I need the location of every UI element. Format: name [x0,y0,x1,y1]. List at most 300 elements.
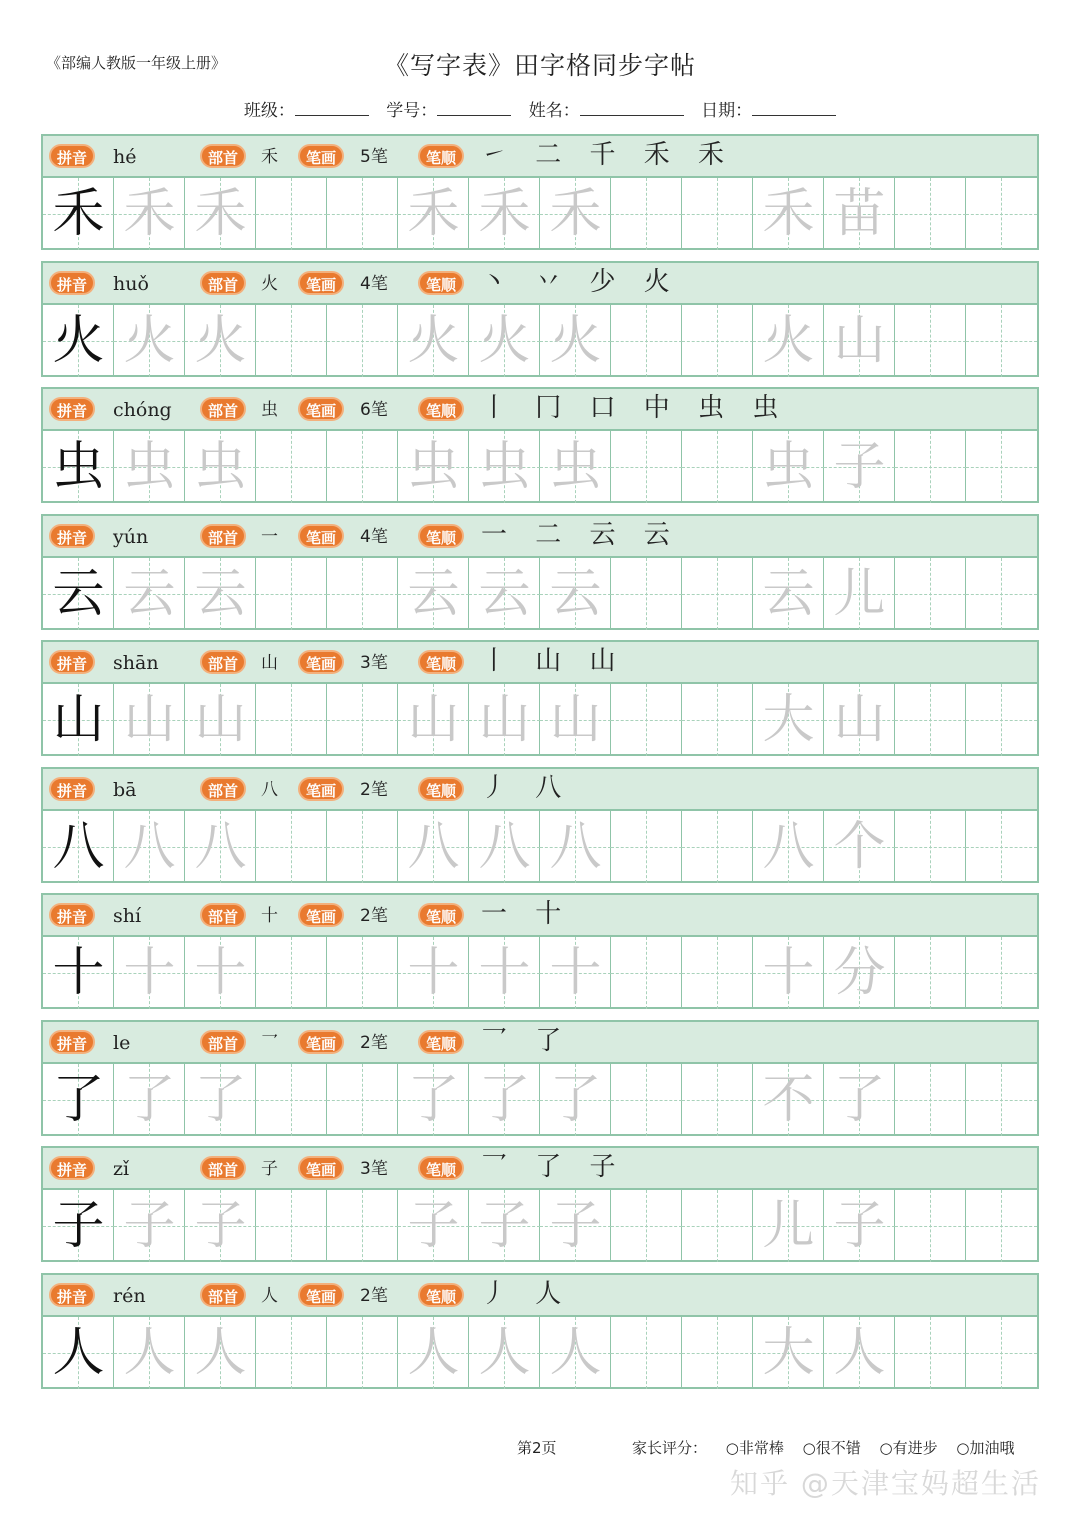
student-number-blank[interactable] [437,102,511,116]
trace-character: 火 [549,311,602,371]
trace-character: 八 [123,817,176,877]
tianzige-cell[interactable] [469,937,540,1009]
trace-character: 虫 [123,437,176,497]
tianzige-cell[interactable] [114,1064,185,1136]
tianzige-cell[interactable] [824,684,895,756]
tianzige-cell[interactable] [966,305,1037,377]
character-row [41,134,1039,250]
tianzige-cell[interactable] [469,305,540,377]
stroke-count-value: 2笔 [360,780,388,800]
pinyin-value: chóng [113,399,172,421]
name-blank[interactable] [580,102,684,116]
date-label: 日期： [701,101,753,121]
tianzige-cell[interactable] [185,684,256,756]
tianzige-cell[interactable] [966,178,1037,250]
tianzige-cell[interactable] [753,1190,824,1262]
row-header [43,1148,1037,1190]
tianzige-cell[interactable] [256,1064,327,1136]
trace-character: 云 [478,564,531,624]
tianzige-cell[interactable] [43,1317,114,1389]
row-header [43,1275,1037,1317]
trace-character: 苗 [833,184,886,244]
tianzige-cell[interactable] [327,811,398,883]
tianzige-cell[interactable] [398,1064,469,1136]
class-blank[interactable] [295,102,369,116]
tianzige-cell[interactable] [43,1064,114,1136]
radical-value: 山 [261,653,278,673]
tianzige-cell[interactable] [398,1317,469,1389]
tianzige-cell[interactable] [966,1317,1037,1389]
tianzige-cell[interactable] [824,305,895,377]
radical-tag: 部首 [200,397,246,421]
character-row [41,387,1039,503]
trace-character: 山 [194,690,247,750]
character-row [41,1146,1039,1262]
trace-character: 人 [549,1323,602,1383]
tianzige-cell[interactable] [469,1190,540,1262]
trace-character: 了 [407,1070,460,1130]
tianzige-cell[interactable] [327,937,398,1009]
tianzige-cell[interactable] [611,684,682,756]
tianzige-cell[interactable] [185,1190,256,1262]
tianzige-cell[interactable] [966,684,1037,756]
trace-character: 虫 [478,437,531,497]
tianzige-cell[interactable] [469,811,540,883]
tianzige-cell[interactable] [611,1317,682,1389]
trace-character: 十 [123,943,176,1003]
pinyin-value: shān [113,652,159,674]
tianzige-cell[interactable] [398,431,469,503]
tianzige-cell[interactable] [185,937,256,1009]
trace-character: 子 [407,1196,460,1256]
model-character: 云 [52,564,105,624]
radical-value: 人 [261,1286,278,1306]
tianzige-cell[interactable] [824,811,895,883]
pinyin-value: zǐ [113,1158,130,1180]
tianzige-cell[interactable] [43,431,114,503]
trace-character: 十 [194,943,247,1003]
stroke-count-value: 2笔 [360,1286,388,1306]
tianzige-cell[interactable] [824,937,895,1009]
radical-tag: 部首 [200,650,246,674]
tianzige-cell[interactable] [824,178,895,250]
trace-character: 大 [762,690,815,750]
tianzige-cell[interactable] [185,305,256,377]
radical-tag: 部首 [200,144,246,168]
trace-character: 儿 [833,564,886,624]
tianzige-cell[interactable] [753,178,824,250]
page-number: 第2页 [517,1439,557,1457]
trace-character: 子 [123,1196,176,1256]
tianzige-cell[interactable] [540,178,611,250]
tianzige-cell[interactable] [682,178,753,250]
eval-option-keep-going[interactable]: ○加油哦 [956,1439,1015,1457]
pinyin-tag: 拼音 [49,903,95,927]
stroke-order-tag: 笔顺 [418,271,464,295]
tianzige-cell[interactable] [753,558,824,630]
row-header [43,263,1037,305]
tianzige-cell[interactable] [966,811,1037,883]
tianzige-cell[interactable] [114,811,185,883]
stroke-count-tag: 笔画 [298,650,344,674]
tianzige-cell[interactable] [682,431,753,503]
trace-character: 了 [194,1070,247,1130]
tianzige-cell[interactable] [895,811,966,883]
stroke-order-value: 一 二 云 云 [481,520,680,550]
trace-character: 人 [478,1323,531,1383]
tianzige-cell[interactable] [43,684,114,756]
tianzige-cell[interactable] [682,1317,753,1389]
eval-option-progress[interactable]: ○有进步 [879,1439,938,1457]
trace-character: 云 [194,564,247,624]
tianzige-cell[interactable] [398,684,469,756]
tianzige-cell[interactable] [398,558,469,630]
tianzige-cell[interactable] [540,811,611,883]
stroke-count-tag: 笔画 [298,524,344,548]
tianzige-cell[interactable] [753,1064,824,1136]
trace-character: 了 [123,1070,176,1130]
trace-character: 子 [833,437,886,497]
pinyin-value: hé [113,146,137,168]
tianzige-cell[interactable] [753,305,824,377]
tianzige-cell[interactable] [895,1317,966,1389]
trace-character: 云 [407,564,460,624]
tianzige-cell[interactable] [327,558,398,630]
trace-character: 分 [833,943,886,1003]
tianzige-cell[interactable] [966,1190,1037,1262]
tianzige-cell[interactable] [966,431,1037,503]
tianzige-cell[interactable] [327,1190,398,1262]
tianzige-cell[interactable] [114,937,185,1009]
stroke-order-tag: 笔顺 [418,777,464,801]
tianzige-cell[interactable] [966,558,1037,630]
tianzige-cell[interactable] [327,305,398,377]
tianzige-cell[interactable] [43,558,114,630]
student-number-label: 学号： [386,101,438,121]
tianzige-cell[interactable] [824,1190,895,1262]
tianzige-cell[interactable] [895,431,966,503]
row-header [43,136,1037,178]
trace-character: 儿 [762,1196,815,1256]
trace-character: 八 [478,817,531,877]
trace-character: 禾 [407,184,460,244]
student-number-field[interactable] [386,96,511,121]
tianzige-cell[interactable] [398,305,469,377]
stroke-count-value: 2笔 [360,906,388,926]
tianzige-cell[interactable] [327,1064,398,1136]
tianzige-cell[interactable] [611,1190,682,1262]
date-blank[interactable] [752,102,836,116]
tianzige-cell[interactable] [256,1190,327,1262]
trace-character: 个 [833,817,886,877]
tianzige-cell[interactable] [185,558,256,630]
tianzige-cell[interactable] [398,811,469,883]
trace-character: 火 [123,311,176,371]
stroke-count-tag: 笔画 [298,1030,344,1054]
tianzige-cell[interactable] [398,178,469,250]
stroke-count-value: 2笔 [360,1033,388,1053]
tianzige-cell[interactable] [966,1064,1037,1136]
stroke-count-tag: 笔画 [298,144,344,168]
tianzige-cell[interactable] [185,811,256,883]
pinyin-tag: 拼音 [49,524,95,548]
radical-tag: 部首 [200,1156,246,1180]
tianzige-cell[interactable] [469,431,540,503]
pinyin-tag: 拼音 [49,271,95,295]
tianzige-cell[interactable] [540,1190,611,1262]
tianzige-cell[interactable] [256,431,327,503]
stroke-order-tag: 笔顺 [418,1030,464,1054]
radical-value: 一 [261,527,278,547]
pinyin-value: shí [113,905,142,927]
character-row [41,261,1039,377]
tianzige-cell[interactable] [540,1064,611,1136]
tianzige-cell[interactable] [540,558,611,630]
character-row [41,1273,1039,1389]
trace-character: 了 [478,1070,531,1130]
tianzige-cell[interactable] [469,1064,540,1136]
stroke-count-value: 4笔 [360,527,388,547]
class-label: 班级： [243,101,295,121]
trace-character: 了 [833,1070,886,1130]
stroke-order-value: 一 十 [481,899,572,929]
tianzige-cell[interactable] [895,937,966,1009]
date-field[interactable] [701,96,836,121]
tianzige-cell[interactable] [43,937,114,1009]
trace-character: 禾 [194,184,247,244]
tianzige-cell[interactable] [966,937,1037,1009]
radical-tag: 部首 [200,1030,246,1054]
radical-value: 乛 [261,1033,278,1053]
stroke-order-value: 丶 丷 少 火 [481,267,680,297]
tianzige-cell[interactable] [469,684,540,756]
tianzige-cell[interactable] [611,305,682,377]
tianzige-cell[interactable] [185,1064,256,1136]
tianzige-cell[interactable] [114,1190,185,1262]
tianzige-cell[interactable] [611,178,682,250]
tianzige-cell[interactable] [256,1317,327,1389]
eval-label: 家长评分： [632,1439,708,1457]
pinyin-tag: 拼音 [49,1030,95,1054]
model-character: 十 [52,943,105,1003]
character-row [41,1020,1039,1136]
page-title: 《写字表》田字格同步字帖 [383,51,696,80]
stroke-count-tag: 笔画 [298,1283,344,1307]
pinyin-tag: 拼音 [49,1283,95,1307]
tianzige-cell[interactable] [753,1317,824,1389]
radical-value: 禾 [261,147,278,167]
stroke-count-tag: 笔画 [298,777,344,801]
stroke-count-tag: 笔画 [298,1156,344,1180]
trace-character: 山 [833,311,886,371]
model-character: 了 [52,1070,105,1130]
tianzige-cell[interactable] [327,431,398,503]
tianzige-cell[interactable] [895,1064,966,1136]
trace-character: 十 [478,943,531,1003]
trace-character: 云 [762,564,815,624]
tianzige-cell[interactable] [753,811,824,883]
tianzige-cell[interactable] [753,937,824,1009]
stroke-order-tag: 笔顺 [418,1283,464,1307]
radical-value: 十 [261,906,278,926]
stroke-count-value: 5笔 [360,147,388,167]
tianzige-cell[interactable] [682,684,753,756]
stroke-order-tag: 笔顺 [418,1156,464,1180]
tianzige-cell[interactable] [256,811,327,883]
eval-option-good[interactable]: ○很不错 [802,1439,861,1457]
tianzige-cell[interactable] [185,431,256,503]
stroke-order-tag: 笔顺 [418,903,464,927]
tianzige-cell[interactable] [895,178,966,250]
name-field[interactable] [529,96,684,121]
trace-character: 人 [123,1323,176,1383]
trace-character: 禾 [478,184,531,244]
tianzige-cell[interactable] [114,1317,185,1389]
row-header [43,642,1037,684]
tianzige-cell[interactable] [540,937,611,1009]
stroke-order-tag: 笔顺 [418,144,464,168]
tianzige-cell[interactable] [753,684,824,756]
tianzige-cell[interactable] [895,684,966,756]
tianzige-cell[interactable] [611,1064,682,1136]
tianzige-cell[interactable] [43,811,114,883]
trace-character: 子 [549,1196,602,1256]
stroke-count-tag: 笔画 [298,271,344,295]
tianzige-cell[interactable] [256,305,327,377]
tianzige-cell[interactable] [114,178,185,250]
tianzige-cell[interactable] [824,1317,895,1389]
tianzige-cell[interactable] [682,1190,753,1262]
tianzige-cell[interactable] [682,558,753,630]
trace-character: 山 [833,690,886,750]
stroke-order-value: 丿 人 [481,1279,572,1309]
tianzige-cell[interactable] [114,431,185,503]
tianzige-cell[interactable] [327,178,398,250]
tianzige-cell[interactable] [895,1190,966,1262]
pinyin-tag: 拼音 [49,650,95,674]
row-header [43,516,1037,558]
tianzige-cell[interactable] [469,1317,540,1389]
tianzige-cell[interactable] [540,305,611,377]
trace-character: 云 [549,564,602,624]
pinyin-tag: 拼音 [49,397,95,421]
trace-character: 十 [762,943,815,1003]
tianzige-cell[interactable] [469,558,540,630]
tianzige-cell[interactable] [43,305,114,377]
stroke-order-value: ㇀ 二 千 禾 禾 [481,140,735,170]
trace-character: 山 [123,690,176,750]
trace-character: 山 [549,690,602,750]
tianzige-cell[interactable] [824,431,895,503]
trace-character: 不 [762,1070,815,1130]
radical-tag: 部首 [200,1283,246,1307]
stroke-order-tag: 笔顺 [418,524,464,548]
tianzige-cell[interactable] [540,684,611,756]
watermark: 知乎 @天津宝妈超生活 [730,1467,1041,1500]
pinyin-tag: 拼音 [49,1156,95,1180]
tianzige-cell[interactable] [469,178,540,250]
tianzige-cell[interactable] [611,431,682,503]
row-header [43,389,1037,431]
stroke-count-tag: 笔画 [298,397,344,421]
student-info-line [0,96,1080,121]
stroke-order-tag: 笔顺 [418,397,464,421]
trace-character: 虫 [549,437,602,497]
trace-character: 虫 [407,437,460,497]
tianzige-cell[interactable] [114,558,185,630]
model-character: 人 [52,1323,105,1383]
tianzige-cell[interactable] [185,1317,256,1389]
tianzige-cell[interactable] [256,178,327,250]
trace-character: 人 [407,1323,460,1383]
trace-character: 子 [194,1196,247,1256]
tianzige-cell[interactable] [682,937,753,1009]
tianzige-cell[interactable] [185,178,256,250]
tianzige-cell[interactable] [327,1317,398,1389]
tianzige-cell[interactable] [256,937,327,1009]
tianzige-cell[interactable] [753,431,824,503]
tianzige-cell[interactable] [398,1190,469,1262]
tianzige-cell[interactable] [682,305,753,377]
tianzige-cell[interactable] [611,811,682,883]
eval-option-excellent[interactable]: ○非常棒 [725,1439,784,1457]
trace-character: 火 [478,311,531,371]
trace-character: 虫 [194,437,247,497]
row-header [43,895,1037,937]
edition-label: 《部编人教版一年级上册》 [46,54,227,72]
tianzige-cell[interactable] [824,1064,895,1136]
trace-character: 虫 [762,437,815,497]
trace-character: 禾 [762,184,815,244]
tianzige-cell[interactable] [540,431,611,503]
tianzige-cell[interactable] [114,305,185,377]
pinyin-tag: 拼音 [49,144,95,168]
tianzige-cell[interactable] [824,558,895,630]
tianzige-cell[interactable] [682,811,753,883]
tianzige-cell[interactable] [895,305,966,377]
tianzige-cell[interactable] [611,558,682,630]
tianzige-cell[interactable] [540,1317,611,1389]
radical-tag: 部首 [200,271,246,295]
pinyin-value: huǒ [113,273,149,295]
tianzige-cell[interactable] [611,937,682,1009]
tianzige-cell[interactable] [895,558,966,630]
stroke-order-value: 丿 八 [481,773,572,803]
trace-character: 火 [407,311,460,371]
stroke-count-value: 3笔 [360,1159,388,1179]
class-field[interactable] [244,96,369,121]
tianzige-cell[interactable] [43,178,114,250]
trace-character: 山 [478,690,531,750]
tianzige-cell[interactable] [256,558,327,630]
trace-character: 十 [407,943,460,1003]
model-character: 山 [52,690,105,750]
model-character: 火 [52,311,105,371]
tianzige-cell[interactable] [43,1190,114,1262]
trace-character: 八 [762,817,815,877]
tianzige-cell[interactable] [327,684,398,756]
trace-character: 了 [549,1070,602,1130]
radical-value: 虫 [261,400,278,420]
tianzige-cell[interactable] [398,937,469,1009]
pinyin-value: yún [113,526,149,548]
tianzige-cell[interactable] [114,684,185,756]
parent-evaluation [632,1437,1029,1458]
stroke-order-value: 丨 冂 口 中 虫 虫 [481,393,789,423]
pinyin-tag: 拼音 [49,777,95,801]
tianzige-cell[interactable] [256,684,327,756]
tianzige-cell[interactable] [682,1064,753,1136]
